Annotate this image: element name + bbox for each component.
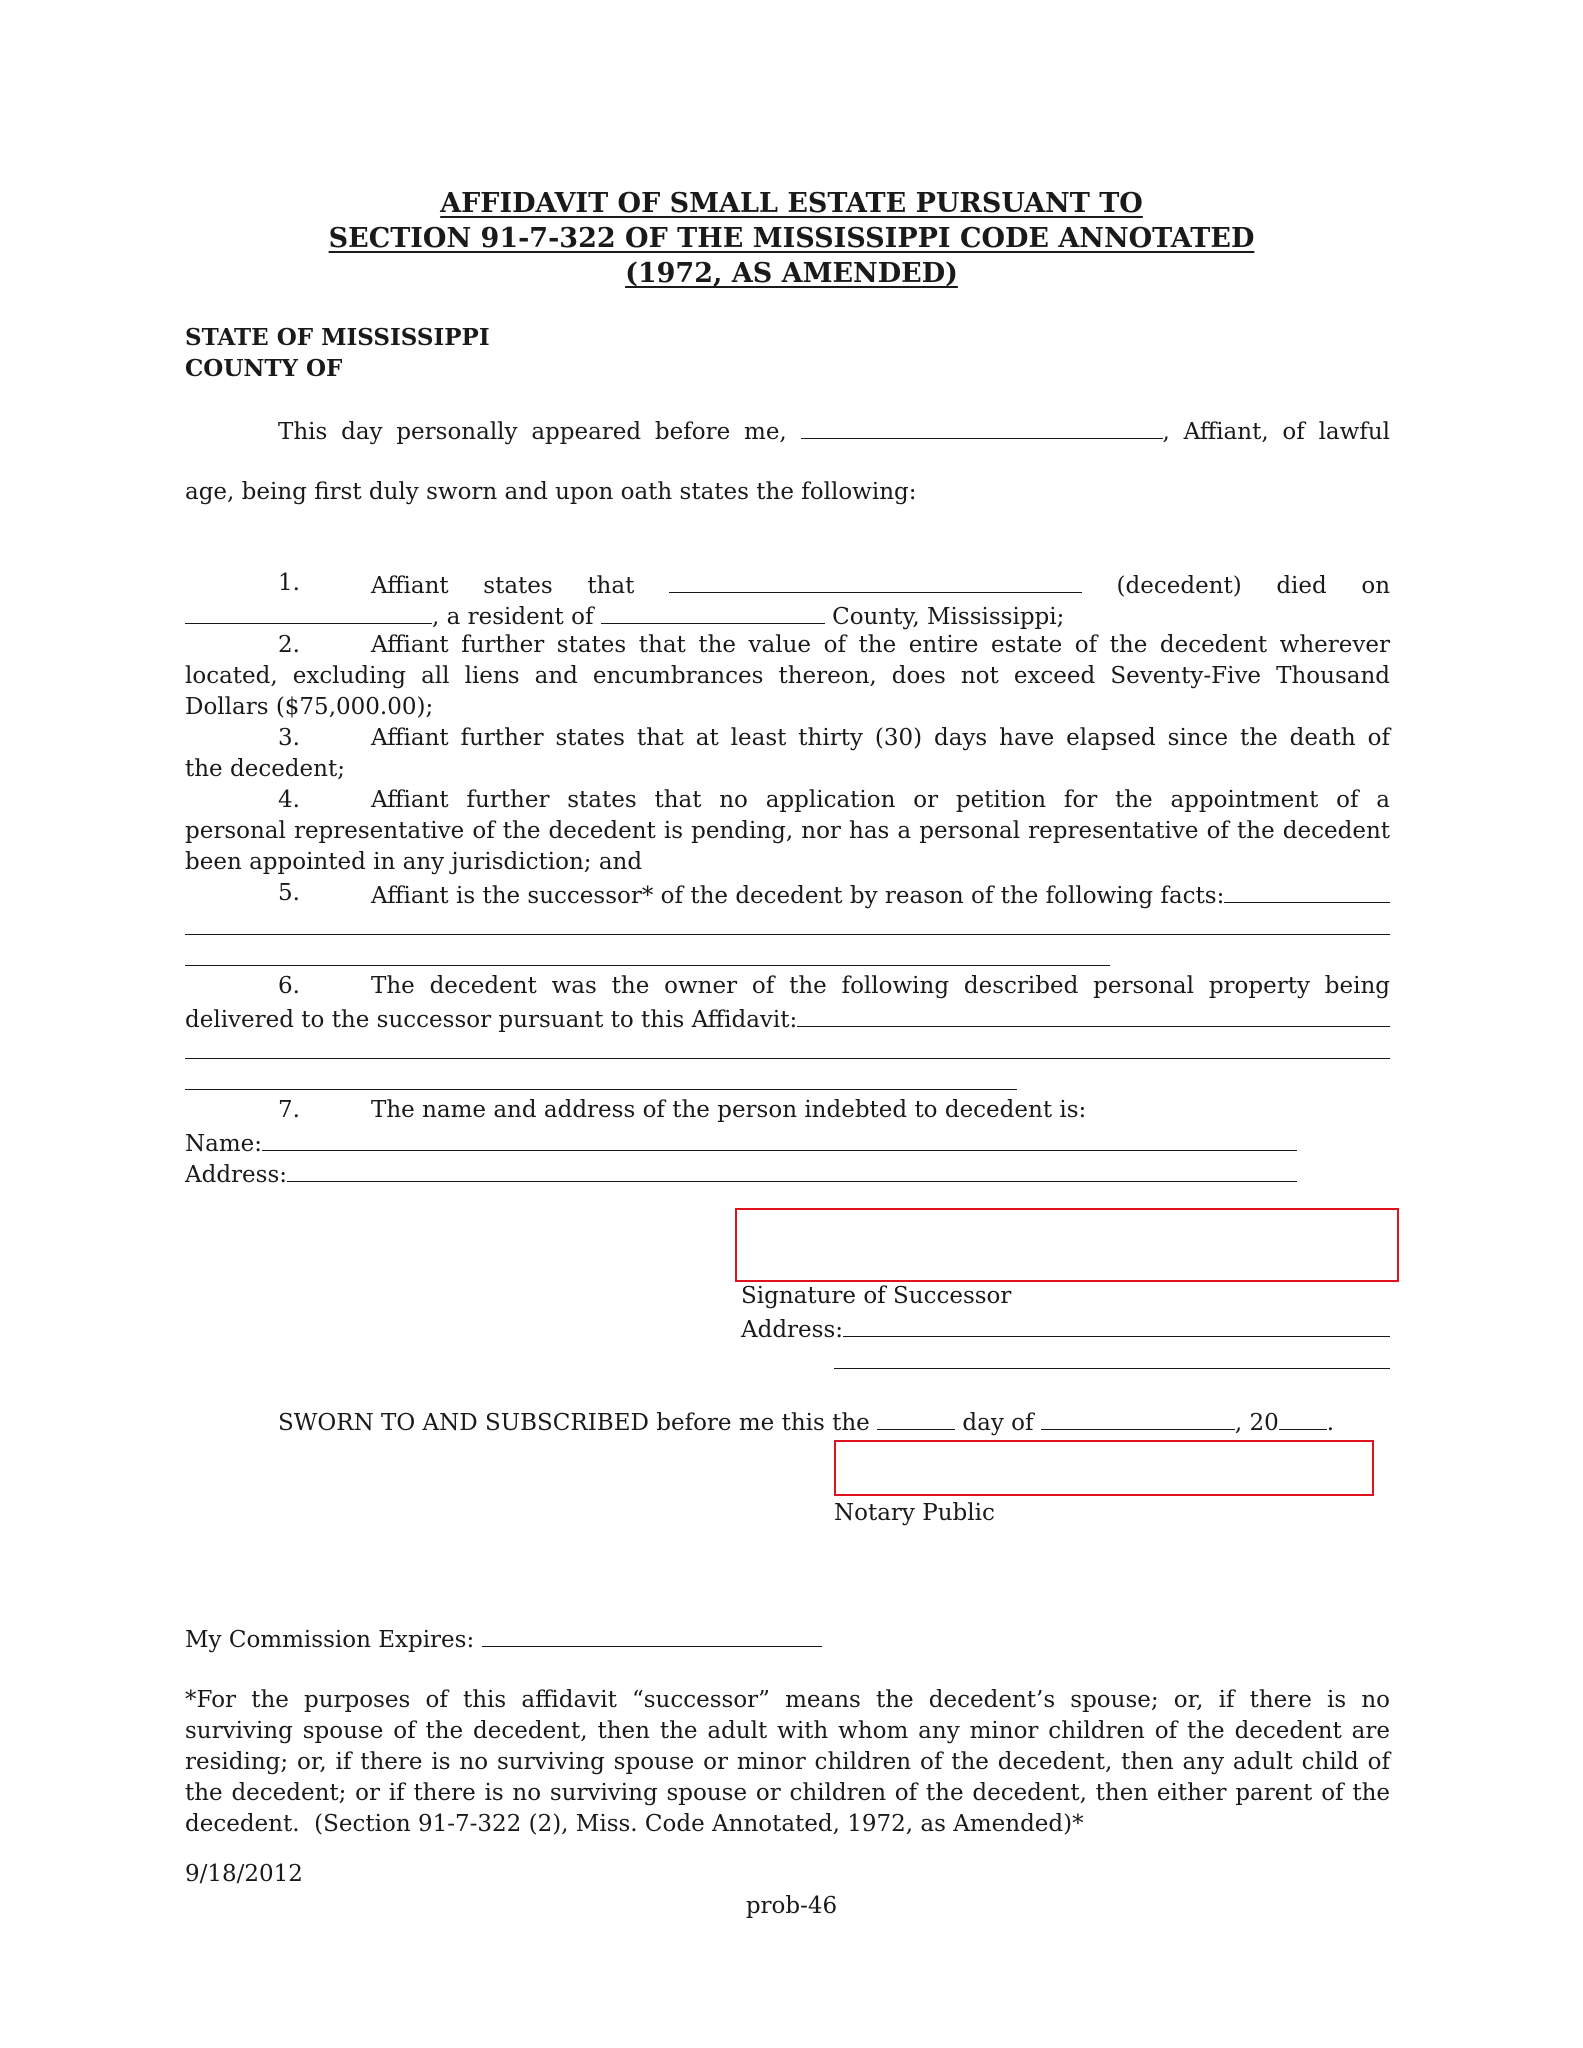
document-title-line-3: (1972, AS AMENDED) <box>625 258 958 289</box>
footnote-line-4: the decedent; or if there is no surviving spouse or children of the decedent, then either parent of the <box>185 1780 1390 1806</box>
date-of-death-blank[interactable] <box>185 599 432 624</box>
debtor-address-blank[interactable] <box>287 1157 1297 1182</box>
successor-address-blank-1[interactable] <box>843 1312 1390 1337</box>
item-1-line-1: Affiant states that (decedent) died on <box>371 568 1390 602</box>
affiant-name-blank[interactable] <box>801 414 1163 439</box>
sworn-line: SWORN TO AND SUBSCRIBED before me this the day of , 20 . <box>278 1405 1334 1439</box>
successor-signature-label: Signature of Successor <box>741 1283 1012 1309</box>
notary-public-label: Notary Public <box>834 1500 995 1526</box>
item-2-line-3: Dollars ($75,000.00); <box>185 694 434 720</box>
item-2-number: 2. <box>278 632 300 658</box>
footnote-line-2: surviving spouse of the decedent, then the adult with whom any minor children of the decedent are <box>185 1718 1390 1744</box>
footer-form-id: prob-46 <box>745 1893 838 1919</box>
document-title-line-1: AFFIDAVIT OF SMALL ESTATE PURSUANT TO <box>440 188 1143 219</box>
item-1-line-2: , a resident of County, Mississippi; <box>185 599 1064 633</box>
property-description-blank-1[interactable] <box>797 1002 1390 1027</box>
intro-line-1 <box>278 414 1390 448</box>
footnote-line-5: decedent. (Section 91-7-322 (2), Miss. Code Annotated, 1972, as Amended)* <box>185 1811 1084 1837</box>
item-5-number: 5. <box>278 880 300 906</box>
debtor-address-label: Address: <box>185 1162 288 1188</box>
sworn-year-blank[interactable] <box>1279 1405 1327 1430</box>
item-6-line-2: delivered to the successor pursuant to this Affidavit: <box>185 1002 1390 1036</box>
decedent-name-blank[interactable] <box>669 568 1082 593</box>
successor-address-blank-2[interactable] <box>834 1368 1390 1369</box>
commission-label: My Commission Expires: <box>185 1627 475 1653</box>
item-2-line-1: Affiant further states that the value of the entire estate of the decedent wherever <box>371 632 1390 658</box>
item-1-number: 1. <box>278 570 300 596</box>
intro-text-2: , Affiant, of lawful <box>1162 419 1391 445</box>
commission-row <box>185 1622 822 1656</box>
item-3-line-1: Affiant further states that at least thirty (30) days have elapsed since the death of <box>371 725 1390 751</box>
commission-expires-blank[interactable] <box>482 1622 822 1647</box>
debtor-name-blank[interactable] <box>262 1126 1297 1151</box>
item-4-number: 4. <box>278 787 300 813</box>
intro-line-2: age, being first duly sworn and upon oath states the following: <box>185 479 917 505</box>
successor-facts-blank-1[interactable] <box>1224 878 1390 903</box>
item-6-line-1: The decedent was the owner of the following described personal property being <box>371 973 1390 999</box>
debtor-address-row <box>185 1157 1297 1191</box>
footnote-line-3: residing; or, if there is no surviving spouse or minor children of the decedent, then any adult child of <box>185 1749 1390 1775</box>
property-description-blank-2[interactable] <box>185 1058 1390 1059</box>
item-4-line-2: personal representative of the decedent is pending, nor has a personal representative of the decedent <box>185 818 1390 844</box>
notary-signature-box[interactable] <box>834 1440 1374 1496</box>
item-3-line-2: the decedent; <box>185 756 345 782</box>
venue-state: STATE OF MISSISSIPPI <box>185 324 490 351</box>
item-4-line-3: been appointed in any jurisdiction; and <box>185 849 643 875</box>
footer-date: 9/18/2012 <box>185 1861 303 1887</box>
successor-signature-box[interactable] <box>735 1208 1399 1282</box>
item-3-number: 3. <box>278 725 300 751</box>
venue-county: COUNTY OF <box>185 355 343 382</box>
item-5-line-1: Affiant is the successor* of the decedent by reason of the following facts: <box>371 878 1390 912</box>
intro-text-1: This day personally appeared before me, <box>278 419 787 445</box>
item-6-number: 6. <box>278 973 300 999</box>
debtor-name-row <box>185 1126 1297 1160</box>
property-description-blank-3[interactable] <box>185 1089 1017 1090</box>
item-7-number: 7. <box>278 1097 300 1123</box>
sworn-month-blank[interactable] <box>1041 1405 1235 1430</box>
item-4-line-1: Affiant further states that no application or petition for the appointment of a <box>371 787 1390 813</box>
debtor-name-label: Name: <box>185 1131 263 1157</box>
successor-facts-blank-2[interactable] <box>185 934 1390 935</box>
successor-address-row <box>741 1312 1390 1346</box>
sworn-day-blank[interactable] <box>877 1405 955 1430</box>
item-7-line-1: The name and address of the person indebted to decedent is: <box>371 1097 1087 1123</box>
successor-address-label: Address: <box>741 1317 844 1343</box>
item-2-line-2: located, excluding all liens and encumbrances thereon, does not exceed Seventy-Five Thousand <box>185 663 1390 689</box>
county-of-residence-blank[interactable] <box>601 599 825 624</box>
document-title-line-2: SECTION 91-7-322 OF THE MISSISSIPPI CODE ANNOTATED <box>328 223 1255 254</box>
successor-facts-blank-3[interactable] <box>185 965 1110 966</box>
footnote-line-1: *For the purposes of this affidavit “successor” means the decedent’s spouse; or, if there is no <box>185 1687 1390 1713</box>
